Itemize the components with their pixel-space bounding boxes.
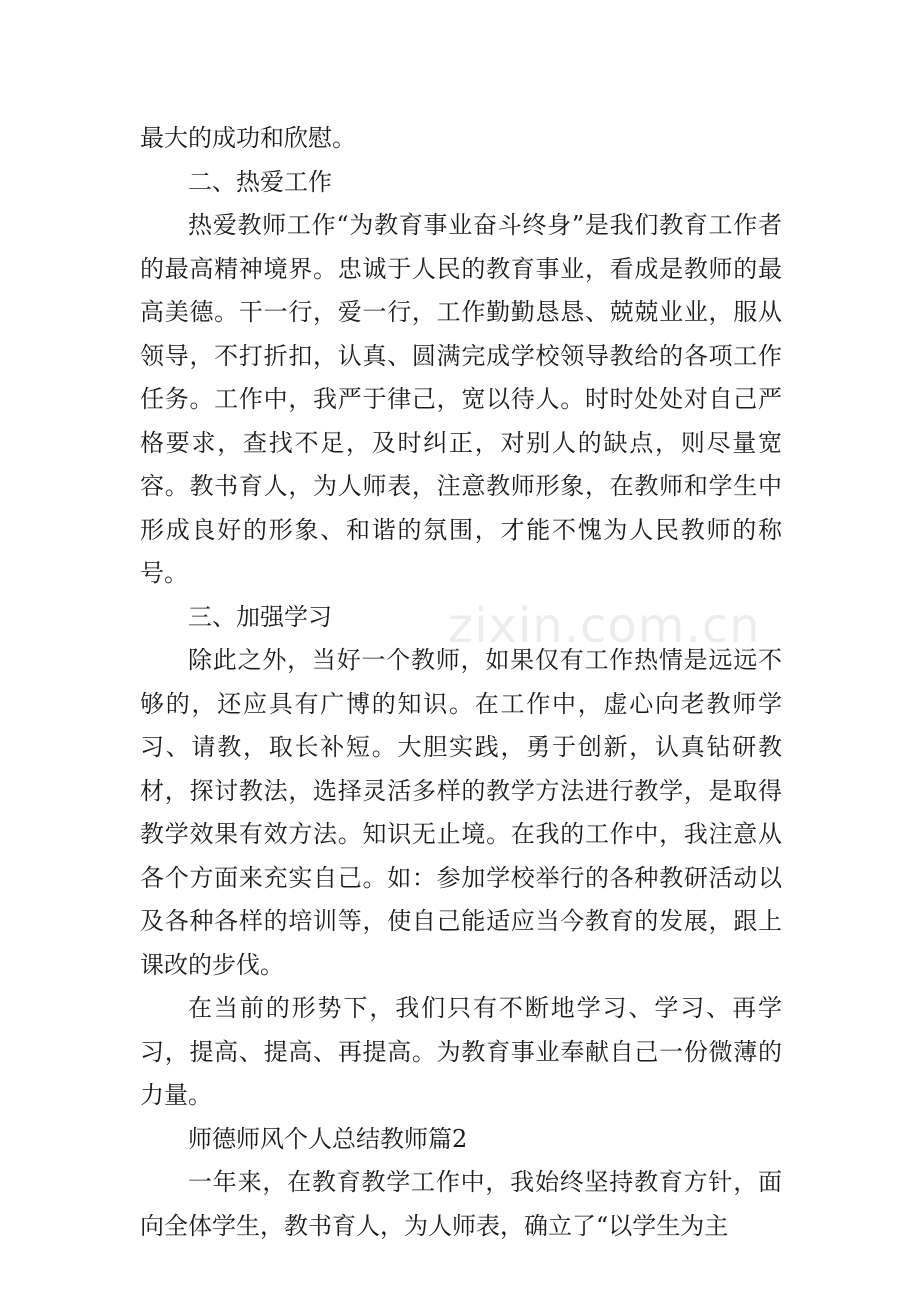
section-heading-strengthen-learning: 三、加强学习 [188, 602, 332, 631]
paragraph-love-work: 热爱教师工作“为教育事业奋斗终身”是我们教育工作者的最高精神境界。忠诚于人民的教育事业，看成是教师的最高美德。干一行，爱一行，工作勤勤恳恳、兢兢业业，服从领导，不打折扣，认真、圆满完成学校领导教给的各项工作任务。工作中，我严于律己，宽以待人。时时处处对自己严格要求，查找不足，及时纠正，对别人的缺点，则尽量宽容。教书育人，为人师表，注意教师形象，在教师和学生中形成良好的形象、和谐的氛围，才能不愧为人民教师的称号。 [140, 211, 782, 587]
article-title-part-2: 师德师风个人总结教师篇2 [188, 1124, 468, 1153]
paragraph-continuation: 最大的成功和欣慰。 [140, 124, 356, 152]
section-heading-love-work: 二、热爱工作 [188, 167, 332, 196]
site-watermark: zixin.com.cn [448, 598, 761, 654]
paragraph-current-situation: 在当前的形势下，我们只有不断地学习、学习、再学习，提高、提高、再提高。为教育事业奉献自己一份微薄的力量。 [140, 994, 782, 1109]
paragraph-learning: 除此之外，当好一个教师，如果仅有工作热情是远远不够的，还应具有广博的知识。在工作中，虚心向老教师学习、请教，取长补短。大胆实践，勇于创新，认真钻研教材，探讨教法，选择灵活多样的教学方法进行教学，是取得教学效果有效方法。知识无止境。在我的工作中，我注意从各个方面来充实自己。如：参加学校举行的各种教研活动以及各种各样的培训等，使自己能适应当今教育的发展，跟上课改的步伐。 [140, 646, 782, 979]
document-body [140, 117, 782, 1248]
paragraph-year-summary: 一年来，在教育教学工作中，我始终坚持教育方针，面向全体学生，教书育人，为人师表，确立了“以学生为主 [140, 1168, 782, 1240]
